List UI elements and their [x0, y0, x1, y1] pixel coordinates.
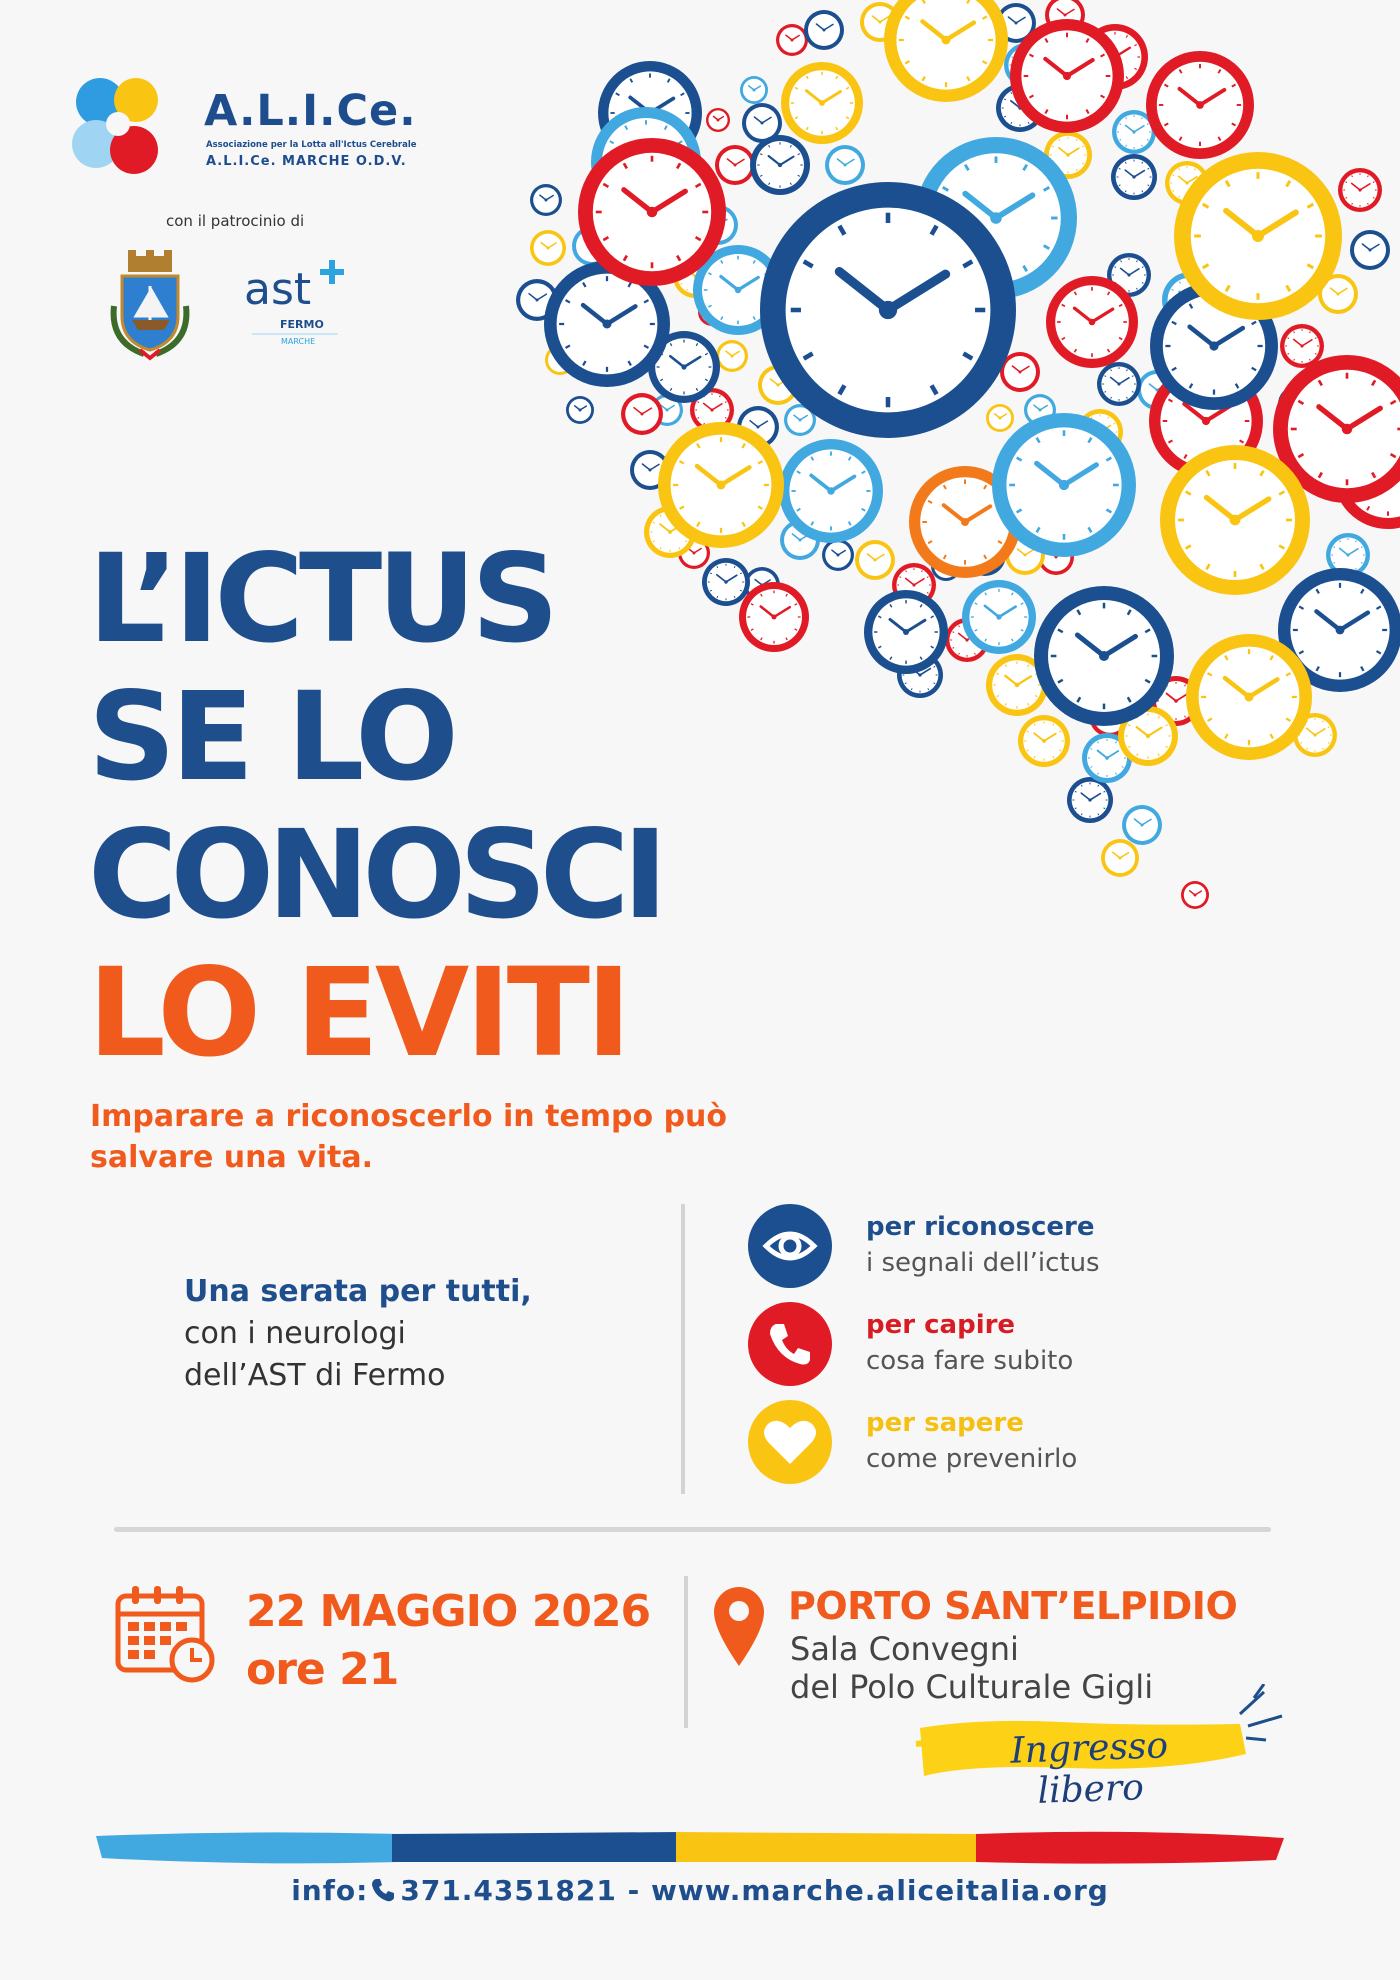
venue-line-2: del Polo Culturale Gigli [790, 1668, 1154, 1706]
footer-separator: - [627, 1874, 641, 1907]
free-entry-label: Ingresso libero [1009, 1725, 1169, 1812]
clock-face [986, 404, 1014, 432]
clock-face [1101, 839, 1139, 877]
evening-title: Una serata per tutti, [184, 1274, 532, 1309]
headline-line-1: L’ICTUS [88, 528, 555, 670]
clock-face [1122, 805, 1162, 845]
feature-desc-know: come prevenirlo [866, 1444, 1078, 1474]
clock-face [1186, 634, 1312, 760]
clock-face [1010, 19, 1124, 133]
org-name: A.L.I.Ce. [204, 86, 417, 136]
clock-face [776, 24, 808, 56]
feature-desc-recognize: i segnali dell’ictus [866, 1248, 1100, 1278]
footer-phone[interactable]: 371.4351821 [400, 1874, 617, 1907]
clock-face [1034, 586, 1174, 726]
evening-line-1: con i neurologi [184, 1316, 406, 1351]
clock-face [884, 0, 1008, 102]
calendar-clock-icon [114, 1582, 218, 1686]
municipal-crest-logo [104, 246, 196, 362]
clock-face [715, 145, 755, 185]
evening-line-2: dell’AST di Fermo [184, 1358, 446, 1393]
phone-icon [748, 1302, 832, 1386]
clock-face [578, 138, 726, 286]
clock-face [739, 582, 809, 652]
venue-city: PORTO SANT’ELPIDIO [788, 1584, 1238, 1628]
clocks-brain-illustration [500, 0, 1400, 930]
clock-face [1350, 230, 1390, 270]
clock-face [962, 580, 1036, 654]
vertical-divider [684, 1576, 688, 1728]
clock-face [804, 10, 844, 50]
clock-face [822, 539, 854, 571]
venue-line-1: Sala Convegni [790, 1630, 1019, 1668]
headline-line-4: LO EVITI [88, 942, 628, 1084]
clock-face [760, 182, 1016, 438]
eye-icon [748, 1204, 832, 1288]
clock-face [1338, 168, 1382, 212]
location-pin-icon [710, 1584, 768, 1668]
clock-face [864, 590, 948, 674]
feature-title-recognize: per riconoscere [866, 1212, 1095, 1242]
phone-icon [370, 1877, 396, 1903]
clock-face [1018, 715, 1070, 767]
clock-face [658, 422, 784, 548]
clock-face [1146, 51, 1254, 159]
clock-face [716, 340, 748, 372]
subheadline: Imparare a riconoscerlo in tempo può salvare una vita. [90, 1099, 728, 1175]
footer-info [0, 1874, 1400, 1907]
headline-line-2: SE LO [88, 666, 454, 808]
clock-face [1174, 152, 1342, 320]
clock-face [530, 184, 562, 216]
clock-face [825, 145, 865, 185]
clock-face [779, 439, 883, 543]
ast-fermo-logo [240, 258, 352, 346]
clock-face [621, 393, 663, 435]
footer-website-link[interactable]: www.marche.aliceitalia.org [650, 1874, 1109, 1907]
ast-logo-region: FERMO [280, 318, 324, 331]
clock-face [750, 135, 810, 195]
clock-face [706, 108, 730, 132]
horizontal-divider [114, 1527, 1271, 1532]
color-brush-stripe [96, 1826, 1284, 1868]
clock-face [530, 230, 566, 266]
clock-face [1111, 154, 1157, 200]
clock-face [702, 558, 750, 606]
clock-face [1046, 276, 1138, 368]
clock-face [1160, 445, 1310, 595]
alice-puzzle-logo [66, 72, 170, 184]
clock-face [1097, 362, 1141, 406]
event-date: 22 MAGGIO 2026 [246, 1586, 651, 1637]
heart-icon [748, 1400, 832, 1484]
clock-face [992, 413, 1136, 557]
clock-face [1181, 881, 1209, 909]
feature-title-know: per sapere [866, 1408, 1024, 1438]
org-description: Associazione per la Lotta all'Ictus Cerebrale [206, 140, 417, 150]
feature-title-understand: per capire [866, 1310, 1016, 1340]
vertical-divider [681, 1204, 685, 1494]
clock-face [1067, 777, 1113, 823]
clock-face [855, 540, 895, 580]
ast-logo-area: MARCHE [281, 337, 316, 346]
headline-line-3: CONOSCI [88, 804, 661, 946]
clock-face [566, 396, 594, 424]
ast-logo-name: ast [244, 264, 312, 315]
clock-face [781, 62, 863, 144]
event-time: ore 21 [246, 1644, 399, 1695]
footer-info-label: info: [291, 1874, 369, 1907]
clock-face [740, 76, 768, 104]
org-subtitle: A.L.I.Ce. MARCHE O.D.V. [206, 154, 407, 169]
feature-desc-understand: cosa fare subito [866, 1346, 1074, 1376]
patronage-label: con il patrocinio di [166, 212, 305, 230]
